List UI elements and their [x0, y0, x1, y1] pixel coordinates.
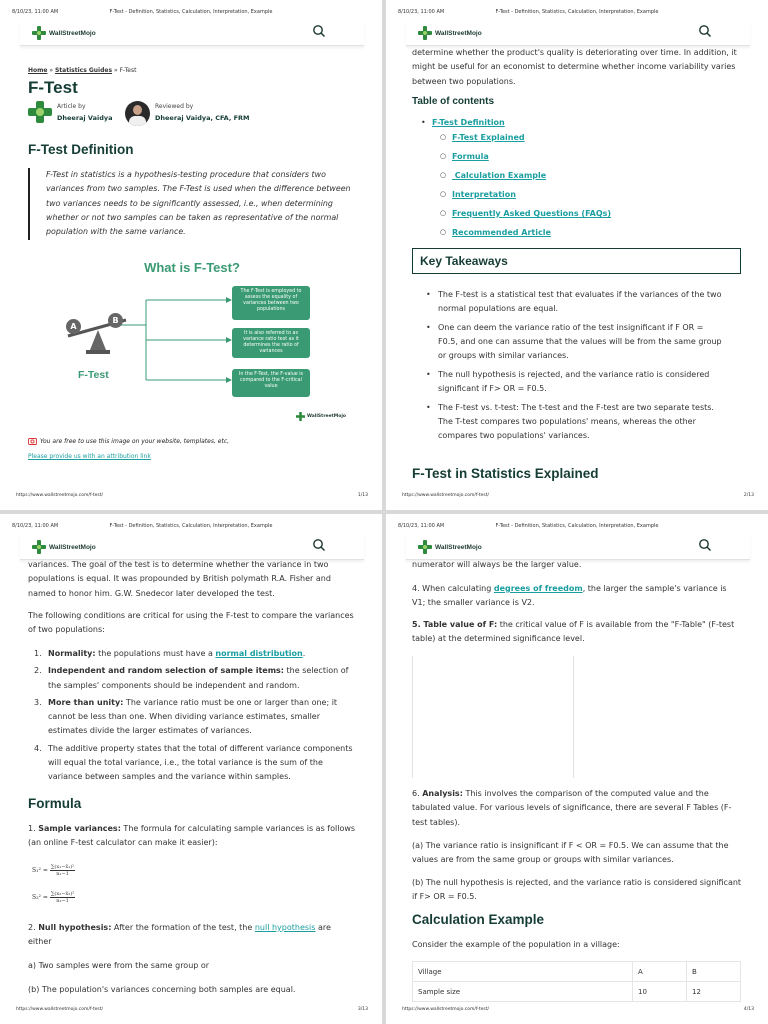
condition-label: Normality:	[48, 649, 96, 658]
logo-icon	[296, 412, 305, 421]
print-header	[386, 523, 768, 531]
table-row	[413, 962, 741, 982]
takeaway-item: • One can deem the variance ratio of the test insignificant if F OR = F0.5, and one can assume that the values will be from the same group or groups with similar variances.	[412, 321, 722, 363]
pdf-page-1	[0, 0, 382, 510]
condition-text: the populations must have a	[95, 649, 216, 658]
formula-lhs: S₂² =	[32, 894, 48, 901]
step-4-text	[412, 582, 742, 611]
step-text: The formula for calculating sample variances is as follows (an online F-test calculator can make it easier):	[28, 824, 356, 848]
section-heading-formula: Formula	[28, 796, 82, 811]
site-header	[406, 534, 750, 560]
step-number: 2.	[28, 923, 39, 932]
quote-bar	[28, 168, 30, 240]
formula-denominator: n₁−1	[56, 871, 69, 877]
formula-numerator: ∑(x₂−x̄₂)²	[50, 891, 75, 897]
camera-icon	[28, 437, 37, 445]
table-cell: Sample size	[413, 982, 633, 1002]
degrees-of-freedom-link[interactable]: degrees of freedom	[493, 584, 583, 593]
intro-text: determine whether the product's quality is deteriorating over time. In addition, it might be useful for an economist to determine whether income variability varies between two populations.	[412, 48, 737, 86]
print-url: https://www.wallstreetmojo.com/f-test/	[402, 493, 490, 498]
interpretation-b: (b) The null hypothesis is rejected, and the variance ratio is considered significant if F> OR = F0.5.	[412, 878, 742, 902]
print-datetime: 8/10/23, 11:00 AM	[398, 9, 445, 15]
formula-numerator: ∑(x₁−x̄₁)²	[50, 864, 75, 870]
print-url: https://www.wallstreetmojo.com/f-test/	[402, 1007, 490, 1012]
what-is-f-test-infographic	[28, 250, 356, 430]
village-table	[412, 961, 741, 1002]
site-header	[406, 20, 750, 46]
logo-text: WallStreetMojo	[435, 29, 482, 37]
step-label: Sample variances:	[38, 824, 121, 833]
free-use-note	[28, 437, 229, 445]
print-url: https://www.wallstreetmojo.com/f-test/	[16, 1007, 104, 1012]
step-end: are either	[28, 923, 331, 947]
page-number: 1/13	[357, 493, 368, 498]
print-datetime: 8/10/23, 11:00 AM	[398, 523, 445, 529]
condition-label: More than unity:	[48, 697, 124, 707]
site-logo[interactable]	[32, 26, 96, 40]
toc-link-f-test-explained[interactable]: F-Test Explained	[452, 133, 525, 142]
logo-icon	[418, 26, 432, 40]
toc-link-calculation-example[interactable]: Calculation Example	[452, 171, 547, 180]
toc-link-interpretation[interactable]: Interpretation	[452, 190, 516, 199]
image-placeholder	[412, 656, 574, 778]
option-a-text: a) Two samples were from the same group or	[28, 961, 210, 970]
step-end: , the larger the sample's variance is V1; the smaller variance is V2.	[412, 584, 727, 608]
step-label: Analysis:	[422, 789, 463, 798]
toc-link-formula[interactable]: Formula	[452, 152, 489, 161]
print-title: F-Test - Definition, Statistics, Calculation, Interpretation, Example	[495, 523, 659, 529]
condition-text: The variance ratio must be one or larger than one; it cannot be less than one. When dividing variance estimates, smaller estimates divide the larger estimates of variances.	[48, 697, 338, 736]
site-logo[interactable]	[32, 540, 96, 554]
step-text: After the formation of the test, the	[111, 923, 255, 932]
info-box-3: In the F-Test, the F-value is compared to the F-critical value	[232, 369, 310, 397]
condition-item: 3. More than unity: The variance ratio must be one or larger than one; it cannot be less than one. When dividing variance estimates, smaller estimates divide the larger estimates of variances.	[34, 697, 338, 736]
infographic-title: What is F-Test?	[144, 260, 240, 275]
interpretation-a: (a) The variance ratio is insignificant if F < OR = F0.5. We can assume that the values are from the same group or groups with similar variances.	[412, 841, 729, 865]
breadcrumb-home[interactable]: Home	[28, 67, 48, 74]
step-text: the critical value of F is available from the "F-Table" (F-test table) at the determined significance level.	[412, 620, 735, 644]
formula-s1	[32, 864, 75, 877]
logo-text: WallStreetMojo	[49, 543, 96, 551]
page-title: F-Test	[28, 78, 78, 97]
print-title: F-Test - Definition, Statistics, Calculation, Interpretation, Example	[109, 523, 273, 529]
pdf-page-2	[386, 0, 768, 510]
infographic-label: F-Test	[78, 369, 109, 381]
condition-text: the selection of the samples' components should be independent and random.	[48, 666, 349, 690]
site-header	[20, 534, 364, 560]
takeaways-list	[412, 288, 722, 448]
reviewed-by-label: Reviewed by	[155, 103, 194, 110]
table-of-contents	[420, 118, 611, 247]
attribution-link[interactable]: Please provide us with an attribution link	[28, 453, 151, 460]
key-takeaways-heading: Key Takeaways	[420, 254, 508, 268]
calc-intro: Consider the example of the population in a village:	[412, 940, 620, 949]
sample-variances-text	[28, 822, 356, 851]
step-number: 1.	[28, 824, 39, 833]
author-name[interactable]: Dheeraj Vaidya	[57, 114, 113, 122]
breadcrumb-sep: »	[49, 67, 54, 74]
null-hypothesis-link[interactable]: null hypothesis	[254, 923, 316, 932]
definition-text: F-Test in statistics is a hypothesis-testing procedure that considers two variances from two samples. The F-Test is used when the difference between two variances needs to be significantly assessed, i.e., when determining whether or not two samples can be taken as representative of the normal population with the same variance.	[46, 170, 351, 237]
conditions-intro: The following conditions are critical for using the F-test to compare the variances of two populations:	[28, 611, 354, 635]
info-box-1: The F-Test is employed to assess the equality of variances between two populations	[232, 286, 310, 320]
search-icon[interactable]	[312, 24, 326, 38]
table-cell: A	[633, 962, 687, 982]
print-footer	[386, 1007, 768, 1015]
logo-icon	[32, 26, 46, 40]
step-label: 5. Table value of F:	[412, 620, 498, 629]
breadcrumb	[28, 67, 136, 74]
table-cell: 12	[687, 982, 741, 1002]
takeaway-item: • The null hypothesis is rejected, and the variance ratio is considered significant if F> OR = F0.5.	[412, 368, 722, 396]
condition-item: 2. Independent and random selection of sample items: the selection of the samples' components should be independent and random.	[34, 666, 349, 690]
section-heading-definition: F-Test Definition	[28, 142, 134, 157]
section-heading-explained: F-Test in Statistics Explained	[412, 466, 599, 481]
print-header	[386, 9, 768, 17]
table-cell: B	[687, 962, 741, 982]
search-icon[interactable]	[698, 24, 712, 38]
intro-text: variances. The goal of the test is to determine whether the variance in two populations is equal. It was propounded by British polymath R.A. Fisher and named to honor him. G.W. Snedecor later developed the test.	[28, 560, 331, 598]
pdf-page-3	[0, 514, 382, 1024]
step-text: 4. When calculating	[412, 584, 494, 593]
seesaw-a-badge: A	[66, 319, 81, 334]
step-label: Null hypothesis:	[38, 923, 112, 932]
step-text: This involves the comparison of the computed value and the tabulated value. For various levels of significance, there are several F Tables (F-test tables).	[412, 789, 732, 827]
print-footer	[386, 493, 768, 501]
table-row	[413, 982, 741, 1002]
key-takeaways-box	[412, 248, 741, 274]
logo-text: WallStreetMojo	[435, 543, 482, 551]
toc-item[interactable]: ○ Frequently Asked Questions (FAQs)	[440, 209, 612, 218]
reviewer-avatar	[125, 101, 150, 126]
pdf-page-4	[386, 514, 768, 1024]
print-datetime: 8/10/23, 11:00 AM	[12, 523, 59, 529]
normal-distribution-link[interactable]: normal distribution	[215, 649, 303, 658]
toc-item[interactable]: ○ Formula	[440, 152, 489, 161]
condition-label: Independent and random selection of sample items:	[48, 666, 284, 676]
print-title: F-Test - Definition, Statistics, Calculation, Interpretation, Example	[495, 9, 659, 15]
option-b-text: (b) The population's variances concerning both samples are equal.	[28, 985, 296, 994]
toc-item[interactable]: • F-Test Definition	[421, 118, 505, 127]
formula-s2	[32, 891, 75, 904]
search-icon[interactable]	[698, 538, 712, 552]
reviewer-name[interactable]: Dheeraj Vaidya, CFA, FRM	[155, 114, 250, 122]
page-number: 2/13	[743, 493, 754, 498]
formula-denominator: n₂−1	[56, 898, 69, 904]
condition-end: .	[302, 649, 306, 658]
step-6-text	[412, 787, 742, 830]
takeaway-item: • The F-test is a statistical test that evaluates if the variances of the two normal populations are equal.	[412, 288, 722, 316]
print-title: F-Test - Definition, Statistics, Calculation, Interpretation, Example	[109, 9, 273, 15]
toc-item[interactable]: ○ Calculation Example	[440, 171, 547, 180]
page-number: 4/13	[743, 1007, 754, 1012]
free-use-text: You are free to use this image on your website, templates, etc,	[40, 437, 230, 445]
table-cell: 10	[633, 982, 687, 1002]
logo-text: WallStreetMojo	[49, 29, 96, 37]
toc-item[interactable]: ○ Interpretation	[440, 190, 516, 199]
print-footer	[0, 1007, 382, 1015]
seesaw-b-badge: B	[108, 313, 123, 328]
condition-item: 4. The additive property states that the total of different variance components will equal the total variance, i.e., the total variance is the sum of the variance between samples and the variance within samples.	[34, 743, 353, 782]
condition-text: The additive property states that the total of different variance components will equal the total variance, i.e., the total variance is the sum of the variance between samples and the variance within samples.	[48, 743, 353, 782]
print-datetime: 8/10/23, 11:00 AM	[12, 9, 59, 15]
breadcrumb-current: F-Test	[119, 67, 137, 74]
toc-link-f-test-definition[interactable]: F-Test Definition	[432, 118, 505, 127]
print-url: https://www.wallstreetmojo.com/f-test/	[16, 493, 104, 498]
site-logo[interactable]	[418, 540, 482, 554]
null-hypothesis-text	[28, 921, 356, 950]
step-number: 6.	[412, 789, 423, 798]
logo-icon	[32, 540, 46, 554]
search-icon[interactable]	[312, 538, 326, 552]
section-heading-calculation-example: Calculation Example	[412, 912, 545, 927]
breadcrumb-sep: »	[113, 67, 118, 74]
formula-lhs: S₁² =	[32, 867, 48, 874]
page-number: 3/13	[357, 1007, 368, 1012]
author-avatar	[28, 101, 52, 123]
breadcrumb-statistics-guides[interactable]: Statistics Guides	[54, 67, 113, 74]
logo-icon	[418, 540, 432, 554]
continued-text: numerator will always be the larger value.	[412, 560, 582, 569]
article-by-label: Article by	[57, 103, 86, 110]
toc-heading: Table of contents	[412, 96, 495, 107]
conditions-list	[28, 647, 356, 788]
infographic-logo-text: WallStreetMojo	[307, 414, 346, 419]
info-box-2: It is also referred to as variance ratio test as it determines the ratio of variances	[232, 328, 310, 358]
step-5-text	[412, 618, 742, 647]
print-header	[0, 9, 382, 17]
toc-link-recommended-article[interactable]: Recommended Article	[452, 228, 551, 237]
takeaway-item: • The F-test vs. t-test: The t-test and the F-test are two separate tests. The T-test compares two populations' means, whereas the other compares two populations' variances.	[412, 401, 722, 443]
site-header	[20, 20, 364, 46]
table-cell: Village	[413, 962, 633, 982]
toc-link-faqs[interactable]: Frequently Asked Questions (FAQs)	[452, 209, 612, 218]
site-logo[interactable]	[418, 26, 482, 40]
infographic-logo	[296, 412, 346, 421]
print-footer	[0, 493, 382, 501]
toc-item[interactable]: ○ Recommended Article	[440, 228, 551, 237]
toc-item[interactable]: ○ F-Test Explained	[440, 133, 525, 142]
print-header	[0, 523, 382, 531]
condition-item: 1. Normality: the populations must have a normal distribution.	[34, 649, 306, 658]
